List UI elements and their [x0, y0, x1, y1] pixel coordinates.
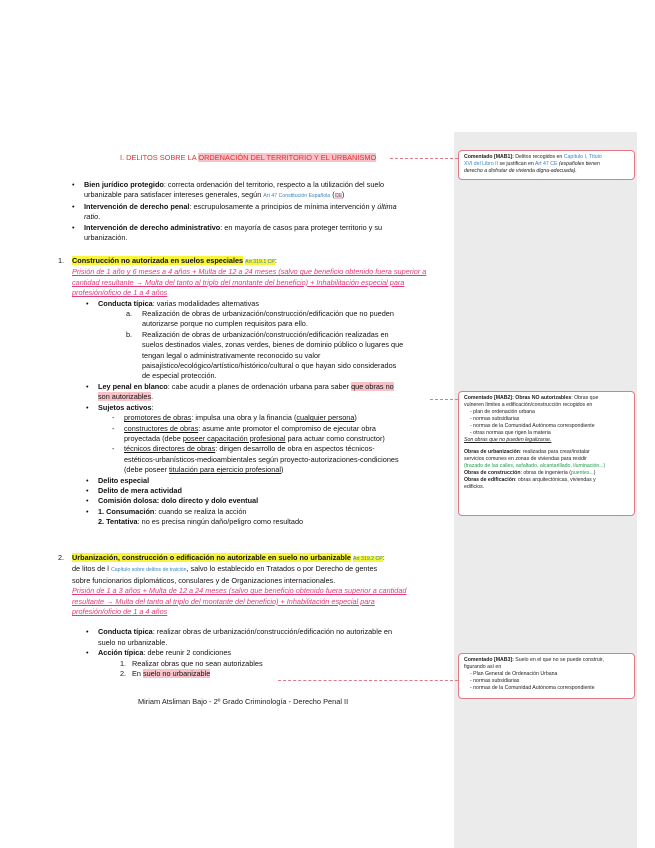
s2-accion: • Acción típica: debe reunir 2 condiciones	[86, 648, 232, 658]
section-1-heading: 1. Construcción no autorizada en suelos especiales Art 319.1 CP:	[58, 256, 277, 265]
s1-sujeto-promotores: - promotores de obras: impulsa una obra y la financia (cualquier persona)	[112, 413, 357, 423]
bullet-intervencion-admin: • Intervención de derecho administrativo: en mayoría de casos para proteger territorio y su urbanización.	[72, 222, 383, 243]
s1-conducta: • Conducta típica: varias modalidades alternativas	[86, 298, 259, 308]
bullet-bien-juridico: • Bien jurídico protegido: correcta ordenación del territorio, respecto a la utilización del suelo urbanizable para satisfacer intereses generales, según Art 47 Constitución Española (CE)	[72, 180, 385, 200]
s1-item-b: b. Realización de obras de urbanización/construcción/edificación realizadas en suelos destinados viales, zonas verdes, bienes de dominio público o lugares que tengan legal o administrativamente reconocido su valor paisajístico/ecológico/artístico/histórico/cultural o que hayan sido considerados de especial protección.	[126, 329, 404, 381]
s1-sujeto-tecnicos: - técnicos directores de obras: dirigen desarrollo de obra en aspectos técnicos- estéticos-urbanísticos-medioambientales según proyecto-autorizaciones-condiciones (debe poseer titulación para ejercicio profesional)	[112, 444, 399, 475]
s1-comision-dolosa: • Comisión dolosa: dolo directo y dolo eventual	[86, 496, 259, 506]
s1-item-a: a. Realización de obras de urbanización/construcción/edificación que no pueden autorizarse porque no cumplen requisitos para ello.	[126, 309, 394, 329]
intro-list	[72, 180, 437, 243]
s2-condicion-2: 2. En suelo no urbanizable	[120, 669, 211, 679]
section-2-intro: de litos de l Capítulo sobre delitos de traición, salvo lo establecido en Tratados o por Derecho de gentes sobre funcionarios diplomáticos, consulares y de Organizaciones internacionales.	[72, 564, 378, 585]
s1-sujeto-constructores: - constructores de obras: asume ante promotor el compromiso de ejecutar obra proyectada (debe poseer capacitación profesional para actuar como constructor)	[112, 423, 385, 443]
section-2-penalty: Prisión de 1 a 3 años + Multa de 12 a 24 meses (salvo que beneficio obtenido fuera superior a cantidad resultante → Multa del tanto al triplo del montante del beneficio) + Inhabilitación especial para profesión/oficio de 1 a 4 años	[72, 586, 407, 617]
s1-sujetos: • Sujetos activos:	[86, 402, 154, 412]
bullet-intervencion-penal: • Intervención de derecho penal: escrupulosamente a principios de mínima intervención y última ratio.	[72, 201, 397, 222]
section-1	[58, 256, 443, 528]
s2-conducta: • Conducta típica: realizar obras de urbanización/construcción/edificación no autorizable en suelo no urbanizable.	[86, 627, 393, 647]
s2-condicion-1: 1. Realizar obras que no sean autorizables	[120, 658, 263, 668]
section-2-heading: 2. Urbanización, construcción o edificación no autorizable en suelo no urbanizable Art 319.2 CP:	[58, 553, 385, 562]
page-footer: Miriam Atsliman Bajo - 2º Grado Criminología - Derecho Penal II	[138, 697, 349, 706]
s1-delito-mera: • Delito de mera actividad	[86, 485, 182, 495]
comment-leader-3	[278, 680, 458, 681]
comment-mab1[interactable]: Comentado [MAB1]: Delitos recogidos en Capítulo I, Título XVI del Libro II se justifican en Art 47 CE (españoles tienen derecho a disfrutar de vivienda digna-adecuada).	[458, 150, 635, 180]
section-title: I. DELITOS SOBRE LA ORDENACIÓN DEL TERRITORIO Y EL URBANISMO	[120, 153, 377, 162]
section-1-penalty: Prisión de 1 año y 6 meses a 4 años + Multa de 12 a 24 meses (salvo que beneficio obtenido fuera superior a cantidad resultante → Multa del tanto al triplo del montante del beneficio) + Inhabilitación especial para profesión/oficio de 1 a 4 años	[72, 267, 427, 298]
s1-ley-penal: • Ley penal en blanco: cabe acudir a planes de ordenación urbana para saber que obras no son autorizables.	[86, 381, 394, 402]
comment-mab2[interactable]: Comentado [MAB2]: Obras NO autorizables: Obras que vulneren límites a edificación/construcción recogidos en - plan de ordenación urbana - normas subsidiarias - normas de la Comunidad Autónoma correspondiente - otras normas que rigen la materia Son obras que no pueden legalizarse. Obras de urbanización: realizadas para crear/instalar servicios comunes en zonas de viviendas para residir (trazado de las calles, asfaltado, alcantarillado, iluminación...) Obras de construcción: obras de ingeniería (puentes...) Obras de edificación: obras arquitectónicas, viviendas y edificios.	[458, 391, 635, 516]
s1-consumacion: • 1. Consumación: cuando se realiza la acción	[86, 506, 247, 516]
comment-mab3[interactable]: Comentado [MAB3]: Suelo en el que no se puede construir, figurando así en - Plan General de Ordenación Urbana - normas subsidiarias - normas de la Comunidad Autónoma correspondiente	[458, 653, 635, 699]
s1-tentativa: 2. Tentativa: no es precisa ningún daño/peligro como resultado	[98, 517, 304, 527]
section-2	[58, 553, 443, 679]
s1-delito-especial: • Delito especial	[86, 475, 150, 485]
